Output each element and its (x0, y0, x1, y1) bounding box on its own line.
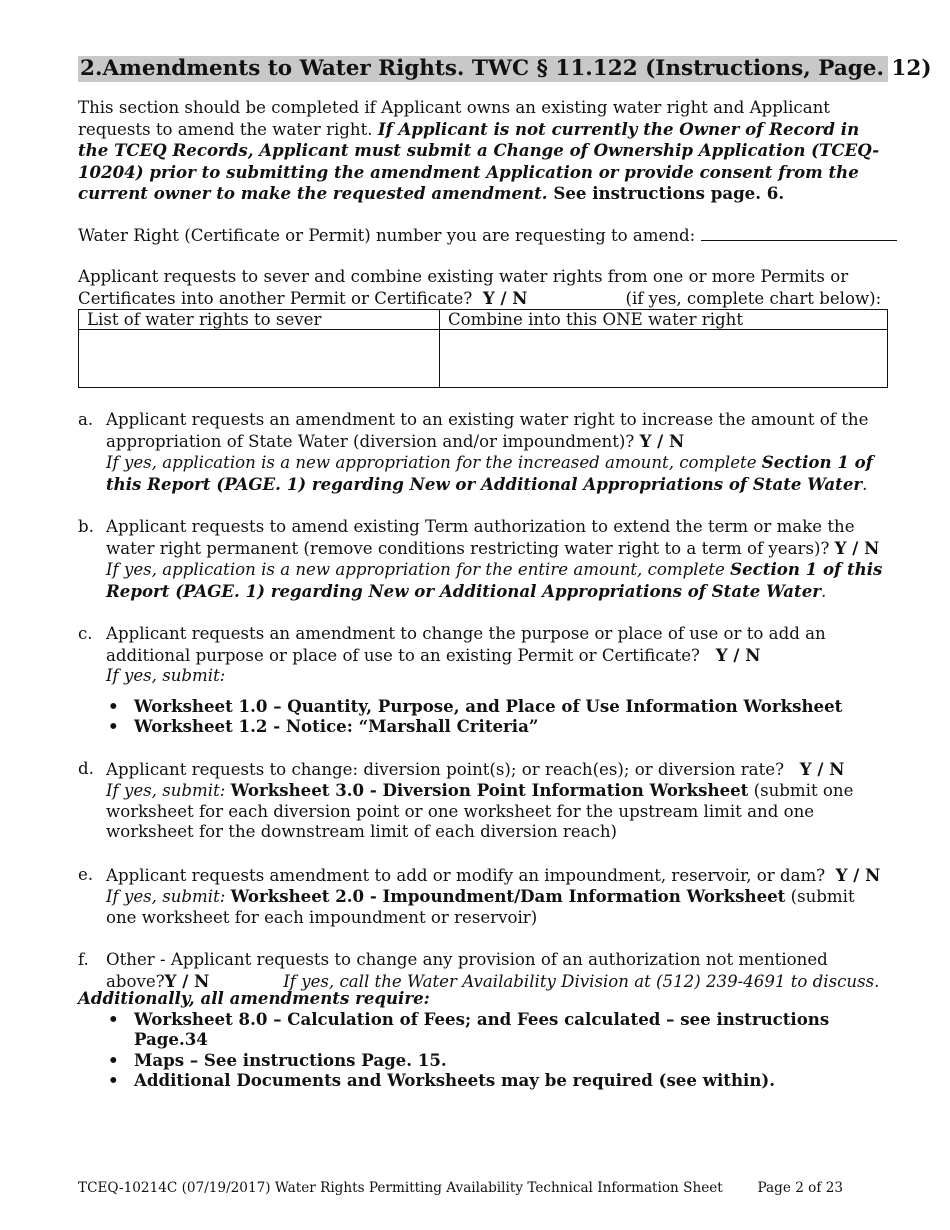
intro-plain: This section should be completed if Applicant owns an existing water right and Applicant requests to amend the water right. (78, 98, 830, 139)
item-c-worksheet: • Worksheet 1.2 - Notice: “Marshall Criteria” (134, 716, 888, 737)
item-d-note (106, 780, 888, 843)
item-b-note (106, 559, 888, 602)
item-a-note-end: . (862, 474, 868, 494)
page-footer (78, 1180, 843, 1196)
item-a-yn[interactable]: Y / N (639, 430, 685, 451)
item-c (78, 624, 888, 737)
combine-col-header: Combine into this ONE water right (439, 310, 887, 330)
item-f-text: Other - Applicant requests to change any provision of an authorization not mentioned above? (106, 950, 828, 991)
item-d-worksheet: Worksheet 3.0 - Diversion Point Information Worksheet (230, 780, 749, 800)
item-e-worksheet: Worksheet 2.0 - Impoundment/Dam Information Worksheet (230, 886, 786, 906)
sever-col-header: List of water rights to sever (79, 310, 440, 330)
item-f (78, 950, 888, 992)
additional-requirement: • Worksheet 8.0 – Calculation of Fees; and Fees calculated – see instructions Page.34 (134, 1009, 888, 1050)
item-e-label: e. (78, 864, 94, 884)
item-a (78, 410, 888, 495)
item-c-text: Applicant requests an amendment to change the purpose or place of use or to add an additional purpose or place of use to an existing Permit or Certificate? (106, 624, 826, 665)
sever-note: (if yes, complete chart below): (625, 288, 882, 308)
additional-requirement: • Additional Documents and Worksheets may be required (see within). (134, 1070, 888, 1091)
water-right-number-line (78, 226, 888, 247)
item-a-note-italic: If yes, application is a new appropriation for the increased amount, complete (106, 453, 762, 472)
document-page (78, 56, 932, 1091)
additional-requirement: • Maps – See instructions Page. 15. (134, 1050, 888, 1071)
water-right-number-field[interactable] (701, 226, 897, 241)
section-title: Amendments to Water Rights. TWC § 11.122 (Instructions, Page. 12) (102, 56, 932, 81)
item-a-label: a. (78, 410, 94, 429)
item-e-tail: (submit one worksheet for each impoundment or reservoir) (106, 887, 855, 927)
water-right-number-label: Water Right (Certificate or Permit) number you are requesting to amend: (78, 225, 696, 245)
item-b (78, 517, 888, 602)
item-f-label: f. (78, 950, 89, 969)
combine-target-cell[interactable] (439, 330, 887, 388)
item-e-yn[interactable]: Y / N (835, 864, 881, 885)
item-c-worksheet: • Worksheet 1.0 – Quantity, Purpose, and Place of Use Information Worksheet (134, 696, 888, 717)
item-d (78, 759, 888, 843)
footer-form-id: TCEQ-10214C (07/19/2017) Water Rights Permitting Availability Technical Information Sheet (78, 1180, 723, 1196)
intro-instructions-ref: See instructions page. 6. (547, 183, 785, 203)
item-b-yn[interactable]: Y / N (834, 537, 880, 558)
item-a-note-bold: Section 1 of this Report (PAGE. 1) regarding New or Additional Appropriations of State Water (106, 452, 873, 494)
sever-combine-table (78, 309, 888, 388)
item-c-worksheet-list (106, 696, 888, 737)
item-e-text: Applicant requests amendment to add or modify an impoundment, reservoir, or dam? (106, 865, 826, 885)
item-f-yn[interactable]: Y / N (164, 970, 210, 991)
footer-page-number: Page 2 of 23 (757, 1180, 843, 1196)
item-d-yn[interactable]: Y / N (799, 758, 845, 779)
item-e-note (106, 886, 888, 928)
item-e (78, 865, 888, 929)
item-a-note (106, 452, 888, 495)
sever-yn[interactable]: Y / N (482, 287, 528, 308)
item-b-text: Applicant requests to amend existing Term authorization to extend the term or make the water right permanent (remove conditions restricting water right to a term of years)? (106, 517, 855, 558)
item-d-submit: If yes, submit: (106, 781, 226, 800)
intro-paragraph (78, 98, 888, 205)
item-d-label: d. (78, 758, 94, 778)
item-c-yn[interactable]: Y / N (715, 644, 761, 665)
sever-list-cell[interactable] (79, 330, 440, 388)
sever-combine-text: Applicant requests to sever and combine existing water rights from one or more Permits or Certificates into another Permit or Certificate? (78, 267, 849, 308)
item-e-submit: If yes, submit: (106, 887, 226, 906)
item-c-submit: If yes, submit: (106, 666, 226, 685)
intro-ownership-warning: If Applicant is not currently the Owner of Record in the TCEQ Records, Applicant must submit a Change of Ownership Application (TCEQ-10204) prior to submitting the amendment Application or provide consent from the current owner to make the requested amendment. (78, 118, 880, 203)
item-b-note-end: . (821, 581, 827, 601)
item-b-note-italic: If yes, application is a new appropriation for the entire amount, complete (106, 560, 731, 579)
section-heading (78, 56, 932, 82)
additionally-heading: Additionally, all amendments require: (78, 988, 430, 1008)
item-a-text: Applicant requests an amendment to an existing water right to increase the amount of the appropriation of State Water (diversion and/or impoundment)? (106, 410, 869, 451)
item-b-note-bold: Section 1 of this Report (PAGE. 1) regarding New or Additional Appropriations of State Water (106, 559, 883, 601)
item-b-label: b. (78, 517, 94, 536)
item-c-label: c. (78, 624, 93, 643)
item-f-note: If yes, call the Water Availability Division at (512) 239-4691 to discuss. (283, 971, 880, 991)
item-d-text: Applicant requests to change: diversion point(s); or reach(es); or diversion rate? (106, 759, 784, 779)
item-d-tail: (submit one worksheet for each diversion point or one worksheet for the upstream limit and one worksheet for the downstream limit of each diversion reach) (106, 781, 854, 841)
additional-requirements-list (78, 1009, 888, 1091)
section-number: 2. (80, 56, 103, 81)
sever-combine-question (78, 267, 888, 309)
